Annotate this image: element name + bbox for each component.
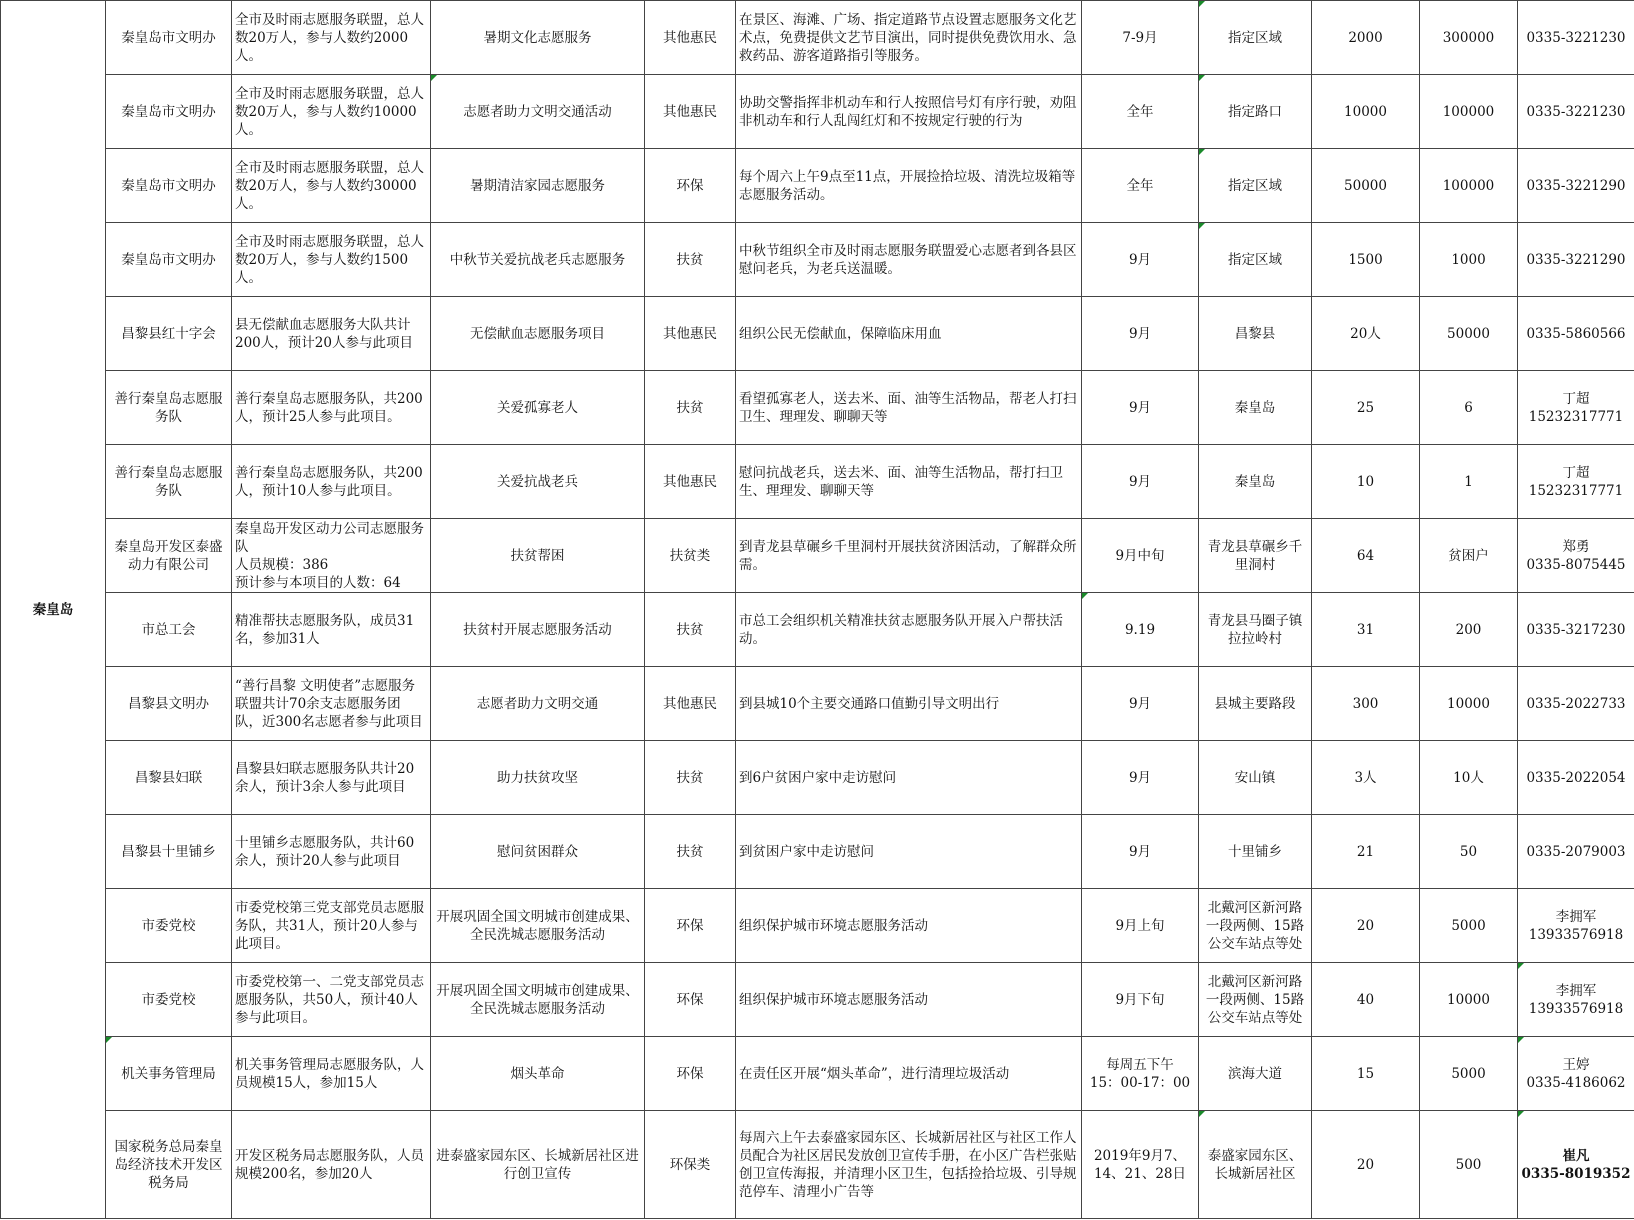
org-cell: 秦皇岛市文明办 xyxy=(106,75,232,149)
place-cell: 滨海大道 xyxy=(1199,1037,1312,1111)
org-cell: 市总工会 xyxy=(106,593,232,667)
volunteers-cell: 25 xyxy=(1312,371,1420,445)
place-cell: 青龙县草碾乡千里洞村 xyxy=(1199,519,1312,593)
content-cell: 组织保护城市环境志愿服务活动 xyxy=(736,889,1082,963)
table-row xyxy=(1,371,1634,445)
volunteers-cell: 64 xyxy=(1312,519,1420,593)
content-cell: 在景区、海滩、广场、指定道路节点设置志愿服务文化艺术点，免费提供文艺节目演出，同时提供免费饮用水、急救药品、游客道路指引等服务。 xyxy=(736,1,1082,75)
time-cell: 全年 xyxy=(1082,75,1199,149)
project-cell: 助力扶贫攻坚 xyxy=(431,741,645,815)
time-cell: 9月 xyxy=(1082,815,1199,889)
table-row xyxy=(1,741,1634,815)
place-cell: 安山镇 xyxy=(1199,741,1312,815)
category-cell: 环保 xyxy=(645,1037,736,1111)
contact-cell: 李拥军 13933576918 xyxy=(1518,963,1634,1037)
project-cell: 中秋节关爱抗战老兵志愿服务 xyxy=(431,223,645,297)
content-cell: 市总工会组织机关精准扶贫志愿服务队开展入户帮扶活动。 xyxy=(736,593,1082,667)
place-cell: 指定区域 xyxy=(1199,149,1312,223)
project-cell: 志愿者助力文明交通 xyxy=(431,667,645,741)
category-cell: 扶贫 xyxy=(645,815,736,889)
org-cell: 昌黎县红十字会 xyxy=(106,297,232,371)
place-cell: 青龙县马圈子镇拉拉岭村 xyxy=(1199,593,1312,667)
contact-cell: 王婷 0335-4186062 xyxy=(1518,1037,1634,1111)
table-row xyxy=(1,75,1634,149)
content-cell: 每周六上午去泰盛家园东区、长城新居社区与社区工作人员配合为社区居民发放创卫宣传手册，在小区广告栏张贴创卫宣传海报，并清理小区卫生，包括捡拾垃圾、引导规范停车、清理小广告等 xyxy=(736,1111,1082,1219)
contact-cell: 丁超 15232317771 xyxy=(1518,371,1634,445)
beneficiaries-cell: 6 xyxy=(1420,371,1518,445)
table-row xyxy=(1,149,1634,223)
org-cell: 国家税务总局秦皇岛经济技术开发区税务局 xyxy=(106,1111,232,1219)
volunteers-cell: 3人 xyxy=(1312,741,1420,815)
place-cell: 秦皇岛 xyxy=(1199,445,1312,519)
beneficiaries-cell: 贫困户 xyxy=(1420,519,1518,593)
project-cell: 开展巩固全国文明城市创建成果、全民洗城志愿服务活动 xyxy=(431,889,645,963)
project-cell: 志愿者助力文明交通活动 xyxy=(431,75,645,149)
project-cell: 扶贫帮困 xyxy=(431,519,645,593)
category-cell: 其他惠民 xyxy=(645,297,736,371)
beneficiaries-cell: 10000 xyxy=(1420,667,1518,741)
contact-cell: 李拥军 13933576918 xyxy=(1518,889,1634,963)
team-cell: 精准帮扶志愿服务队，成员31名，参加31人 xyxy=(232,593,431,667)
volunteers-cell: 31 xyxy=(1312,593,1420,667)
team-cell: 全市及时雨志愿服务联盟，总人数20万人，参与人数约10000人。 xyxy=(232,75,431,149)
team-cell: 全市及时雨志愿服务联盟，总人数20万人，参与人数约30000人。 xyxy=(232,149,431,223)
contact-cell: 0335-3221230 xyxy=(1518,75,1634,149)
beneficiaries-cell: 1 xyxy=(1420,445,1518,519)
content-cell: 组织公民无偿献血，保障临床用血 xyxy=(736,297,1082,371)
team-cell: 全市及时雨志愿服务联盟，总人数20万人，参与人数约2000人。 xyxy=(232,1,431,75)
table-row xyxy=(1,815,1634,889)
contact-cell: 郑勇 0335-8075445 xyxy=(1518,519,1634,593)
volunteers-cell: 50000 xyxy=(1312,149,1420,223)
place-cell: 指定区域 xyxy=(1199,1,1312,75)
category-cell: 环保类 xyxy=(645,1111,736,1219)
org-cell: 市委党校 xyxy=(106,889,232,963)
beneficiaries-cell: 5000 xyxy=(1420,1037,1518,1111)
contact-cell: 0335-2022733 xyxy=(1518,667,1634,741)
content-cell: 到贫困户家中走访慰问 xyxy=(736,815,1082,889)
project-cell: 进泰盛家园东区、长城新居社区进行创卫宣传 xyxy=(431,1111,645,1219)
table-row xyxy=(1,963,1634,1037)
team-cell: 善行秦皇岛志愿服务队，共200人，预计25人参与此项目。 xyxy=(232,371,431,445)
org-cell: 昌黎县文明办 xyxy=(106,667,232,741)
contact-cell: 0335-2022054 xyxy=(1518,741,1634,815)
team-cell: 昌黎县妇联志愿服务队共计20余人，预计3余人参与此项目 xyxy=(232,741,431,815)
volunteers-cell: 300 xyxy=(1312,667,1420,741)
table-row xyxy=(1,667,1634,741)
beneficiaries-cell: 300000 xyxy=(1420,1,1518,75)
volunteers-cell: 21 xyxy=(1312,815,1420,889)
contact-cell: 0335-3217230 xyxy=(1518,593,1634,667)
beneficiaries-cell: 100000 xyxy=(1420,75,1518,149)
place-cell: 十里铺乡 xyxy=(1199,815,1312,889)
team-cell: 开发区税务局志愿服务队，人员规模200名，参加20人 xyxy=(232,1111,431,1219)
volunteers-cell: 2000 xyxy=(1312,1,1420,75)
content-cell: 协助交警指挥非机动车和行人按照信号灯有序行驶，劝阻非机动车和行人乱闯红灯和不按规定行驶的行为 xyxy=(736,75,1082,149)
project-cell: 暑期清洁家园志愿服务 xyxy=(431,149,645,223)
org-cell: 秦皇岛市文明办 xyxy=(106,149,232,223)
project-cell: 暑期文化志愿服务 xyxy=(431,1,645,75)
volunteers-cell: 10 xyxy=(1312,445,1420,519)
category-cell: 其他惠民 xyxy=(645,445,736,519)
content-cell: 组织保护城市环境志愿服务活动 xyxy=(736,963,1082,1037)
time-cell: 9月 xyxy=(1082,667,1199,741)
project-cell: 关爱孤寡老人 xyxy=(431,371,645,445)
content-cell: 到6户贫困户家中走访慰问 xyxy=(736,741,1082,815)
project-cell: 无偿献血志愿服务项目 xyxy=(431,297,645,371)
content-cell: 在责任区开展“烟头革命”，进行清理垃圾活动 xyxy=(736,1037,1082,1111)
project-cell: 开展巩固全国文明城市创建成果、全民洗城志愿服务活动 xyxy=(431,963,645,1037)
team-cell: 市委党校第三党支部党员志愿服务队，共31人，预计20人参与此项目。 xyxy=(232,889,431,963)
content-cell: 慰问抗战老兵，送去米、面、油等生活物品，帮打扫卫生、理理发、聊聊天等 xyxy=(736,445,1082,519)
time-cell: 全年 xyxy=(1082,149,1199,223)
project-cell: 烟头革命 xyxy=(431,1037,645,1111)
category-cell: 扶贫 xyxy=(645,593,736,667)
beneficiaries-cell: 500 xyxy=(1420,1111,1518,1219)
content-cell: 看望孤寡老人，送去米、面、油等生活物品，帮老人打扫卫生、理理发、聊聊天等 xyxy=(736,371,1082,445)
content-cell: 到青龙县草碾乡千里洞村开展扶贫济困活动，了解群众所需。 xyxy=(736,519,1082,593)
org-cell: 秦皇岛市文明办 xyxy=(106,223,232,297)
org-cell: 市委党校 xyxy=(106,963,232,1037)
time-cell: 9月 xyxy=(1082,445,1199,519)
time-cell: 9月 xyxy=(1082,223,1199,297)
beneficiaries-cell: 50 xyxy=(1420,815,1518,889)
contact-cell: 0335-2079003 xyxy=(1518,815,1634,889)
table-row xyxy=(1,445,1634,519)
table-row xyxy=(1,889,1634,963)
time-cell: 9月 xyxy=(1082,371,1199,445)
volunteers-cell: 10000 xyxy=(1312,75,1420,149)
place-cell: 指定路口 xyxy=(1199,75,1312,149)
content-cell: 到县城10个主要交通路口值勤引导文明出行 xyxy=(736,667,1082,741)
time-cell: 9月 xyxy=(1082,297,1199,371)
org-cell: 善行秦皇岛志愿服务队 xyxy=(106,371,232,445)
team-cell: 秦皇岛开发区动力公司志愿服务队 人员规模：386 预计参与本项目的人数：64 xyxy=(232,519,431,593)
category-cell: 环保 xyxy=(645,889,736,963)
team-cell: 善行秦皇岛志愿服务队，共200人，预计10人参与此项目。 xyxy=(232,445,431,519)
contact-cell: 丁超 15232317771 xyxy=(1518,445,1634,519)
content-cell: 中秋节组织全市及时雨志愿服务联盟爱心志愿者到各县区慰问老兵，为老兵送温暖。 xyxy=(736,223,1082,297)
beneficiaries-cell: 50000 xyxy=(1420,297,1518,371)
beneficiaries-cell: 10人 xyxy=(1420,741,1518,815)
time-cell: 每周五下午 15：00-17：00 xyxy=(1082,1037,1199,1111)
project-cell: 慰问贫困群众 xyxy=(431,815,645,889)
place-cell: 北戴河区新河路一段两侧、15路公交车站点等处 xyxy=(1199,889,1312,963)
contact-cell: 0335-3221290 xyxy=(1518,149,1634,223)
table-row xyxy=(1,1,1634,75)
volunteers-cell: 1500 xyxy=(1312,223,1420,297)
volunteers-cell: 20 xyxy=(1312,1111,1420,1219)
org-cell: 昌黎县妇联 xyxy=(106,741,232,815)
place-cell: 泰盛家园东区、长城新居社区 xyxy=(1199,1111,1312,1219)
volunteers-cell: 20 xyxy=(1312,889,1420,963)
beneficiaries-cell: 1000 xyxy=(1420,223,1518,297)
team-cell: 市委党校第一、二党支部党员志愿服务队，共50人，预计40人参与此项目。 xyxy=(232,963,431,1037)
category-cell: 其他惠民 xyxy=(645,667,736,741)
volunteers-cell: 15 xyxy=(1312,1037,1420,1111)
table-row xyxy=(1,297,1634,371)
time-cell: 9.19 xyxy=(1082,593,1199,667)
time-cell: 9月上旬 xyxy=(1082,889,1199,963)
time-cell: 7-9月 xyxy=(1082,1,1199,75)
place-cell: 昌黎县 xyxy=(1199,297,1312,371)
category-cell: 环保 xyxy=(645,149,736,223)
beneficiaries-cell: 5000 xyxy=(1420,889,1518,963)
place-cell: 县城主要路段 xyxy=(1199,667,1312,741)
team-cell: 机关事务管理局志愿服务队，人员规模15人，参加15人 xyxy=(232,1037,431,1111)
category-cell: 扶贫 xyxy=(645,371,736,445)
table-row xyxy=(1,223,1634,297)
beneficiaries-cell: 100000 xyxy=(1420,149,1518,223)
table-row xyxy=(1,1111,1634,1219)
place-cell: 秦皇岛 xyxy=(1199,371,1312,445)
category-cell: 扶贫类 xyxy=(645,519,736,593)
time-cell: 9月中旬 xyxy=(1082,519,1199,593)
content-cell: 每个周六上午9点至11点，开展捡拾垃圾、清洗垃圾箱等志愿服务活动。 xyxy=(736,149,1082,223)
org-cell: 善行秦皇岛志愿服务队 xyxy=(106,445,232,519)
category-cell: 扶贫 xyxy=(645,741,736,815)
table-row xyxy=(1,519,1634,593)
place-cell: 北戴河区新河路一段两侧、15路公交车站点等处 xyxy=(1199,963,1312,1037)
table-row xyxy=(1,1037,1634,1111)
project-cell: 关爱抗战老兵 xyxy=(431,445,645,519)
place-cell: 指定区域 xyxy=(1199,223,1312,297)
team-cell: 县无偿献血志愿服务大队共计200人，预计20人参与此项目 xyxy=(232,297,431,371)
time-cell: 9月下旬 xyxy=(1082,963,1199,1037)
org-cell: 昌黎县十里铺乡 xyxy=(106,815,232,889)
beneficiaries-cell: 200 xyxy=(1420,593,1518,667)
org-cell: 机关事务管理局 xyxy=(106,1037,232,1111)
contact-cell: 0335-5860566 xyxy=(1518,297,1634,371)
category-cell: 其他惠民 xyxy=(645,75,736,149)
category-cell: 环保 xyxy=(645,963,736,1037)
team-cell: “善行昌黎 文明使者”志愿服务联盟共计70余支志愿服务团队，近300名志愿者参与此项目 xyxy=(232,667,431,741)
org-cell: 秦皇岛开发区泰盛动力有限公司 xyxy=(106,519,232,593)
time-cell: 2019年9月7、14、21、28日 xyxy=(1082,1111,1199,1219)
beneficiaries-cell: 10000 xyxy=(1420,963,1518,1037)
contact-cell: 0335-3221290 xyxy=(1518,223,1634,297)
team-cell: 十里铺乡志愿服务队，共计60余人，预计20人参与此项目 xyxy=(232,815,431,889)
contact-cell: 崔凡 0335-8019352 xyxy=(1518,1111,1634,1219)
contact-cell: 0335-3221230 xyxy=(1518,1,1634,75)
time-cell: 9月 xyxy=(1082,741,1199,815)
region-cell: 秦皇岛 xyxy=(1,1,106,1219)
org-cell: 秦皇岛市文明办 xyxy=(106,1,232,75)
category-cell: 扶贫 xyxy=(645,223,736,297)
volunteers-cell: 40 xyxy=(1312,963,1420,1037)
category-cell: 其他惠民 xyxy=(645,1,736,75)
project-cell: 扶贫村开展志愿服务活动 xyxy=(431,593,645,667)
team-cell: 全市及时雨志愿服务联盟，总人数20万人，参与人数约1500人。 xyxy=(232,223,431,297)
table-row xyxy=(1,593,1634,667)
volunteers-cell: 20人 xyxy=(1312,297,1420,371)
